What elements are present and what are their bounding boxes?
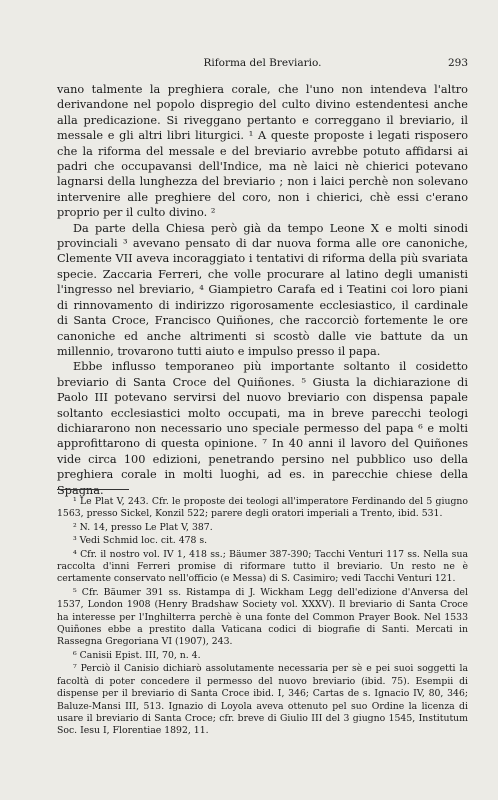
- footnote-separator: [57, 489, 129, 490]
- running-title: Riforma del Breviario.: [203, 57, 322, 69]
- footnote: ⁷ Perciò il Canisio dichiarò assolutamente necessaria per sè e pei suoi soggetti la facoltà di poter concedere il permesso del nuovo breviario (ibid. 75). Esempii di dispense per il breviario di Santa Croce ibid. I, 346; Cartas de s. Ignacio IV, 80, 346; Baluze-Mansi III, 513. Ignazio di Loyola aveva ottenuto pel suo Ordine la licenza di usare il breviario di Santa Croce; cfr. breve di Giulio III del 3 giugno 1545, Institutum Soc. Iesu I, Florentiae 1892, 11.: [57, 663, 468, 737]
- footnote: ² N. 14, presso Le Plat V, 387.: [73, 521, 213, 533]
- footnote: ⁴ Cfr. il nostro vol. IV 1, 418 ss.; Bäumer 387-390; Tacchi Venturi 117 ss. Nella sua raccolta d'inni Ferreri promise di riformare tutto il breviario. Un resto ne è certamente conservato nell'officio (e Messa) di S. Casimiro; vedi Tacchi Venturi 121.: [57, 548, 468, 585]
- paragraph: vano talmente la preghiera corale, che l'uno non intendeva l'altro derivandone nel popolo dispregio del culto divino estendentesi anche alla predicazione. Si riveggano pertanto e correggano il breviario, il messale e gli altri libri liturgici. ¹ A queste proposte i legati risposero che la riforma del messale e del breviario avrebbe potuto affidarsi ai padri che occupavansi dell'Indice, ma nè laici nè chierici potevano lagnarsi della lunghezza del breviario ; non i laici perchè non solevano intervenire alle preghiere del coro, non i chierici, chè essi c'erano proprio per il culto divino. ²: [57, 83, 468, 220]
- page-number: 293: [447, 57, 468, 69]
- footnote: ³ Vedi Schmid loc. cit. 478 s.: [73, 535, 208, 547]
- footnote: ⁵ Cfr. Bäumer 391 ss. Ristampa di J. Wickham Legg dell'edizione d'Anversa del 1537, London 1908 (Henry Bradshaw Society vol. XXXV). Il breviario di Santa Croce ha interesse per l'Inghilterra perchè è una fonte del Common Prayer Book. Nel 1533 Quiñones ebbe a prestito dalla Vaticana codici di biografie di Santi. Mercati in Rassegna Gregoriana VI (1907), 243.: [57, 586, 468, 648]
- footnotes: [57, 496, 468, 739]
- paragraph: Da parte della Chiesa però già da tempo Leone X e molti sinodi provinciali ³ avevano pensato di dar nuova forma alle ore canoniche, Clemente VII aveva incoraggiato i tentativi di riforma della più svariata specie. Zaccaria Ferreri, che volle procurare al latino degli umanisti l'ingresso nel breviario, ⁴ Giampietro Carafa ed i Teatini coi loro piani di rinnovamento di indirizzo rigorosamente ecclesiastico, il cardinale di Santa Croce, Francisco Quiñones, che raccorciò fortemente le ore canoniche ed anche altrimenti si scostò dalle vie battute da un millennio, trovarono tutti aiuto e impulso presso il papa.: [57, 221, 468, 358]
- footnote: ⁶ Canisii Epist. III, 70, n. 4.: [73, 649, 201, 661]
- paragraph: Ebbe influsso temporaneo più importante soltanto il cosidetto breviario di Santa Croce del Quiñones. ⁵ Giusta la dichiarazione di Paolo III potevano servirsi del nuovo breviario con dispensa papale soltanto ecclesiastici molto occupati, ma in breve parecchi teologi dichiararono non necessario uno speciale permesso del papa ⁶ e molti approfittarono di questa opinione. ⁷ In 40 anni il lavoro del Quiñones vide circa 100 edizioni, penetrando persino nel pubblico uso della preghiera corale in molti luoghi, ad es. in parecchie chiese della Spagna.: [57, 360, 468, 497]
- footnote: ¹ Le Plat V, 243. Cfr. le proposte dei teologi all'imperatore Ferdinando del 5 giugno 1563, presso Sickel, Konzil 522; parere degli oratori imperiali a Trento, ibid. 531.: [57, 496, 468, 520]
- page-header: [57, 56, 468, 70]
- main-text: [57, 82, 468, 498]
